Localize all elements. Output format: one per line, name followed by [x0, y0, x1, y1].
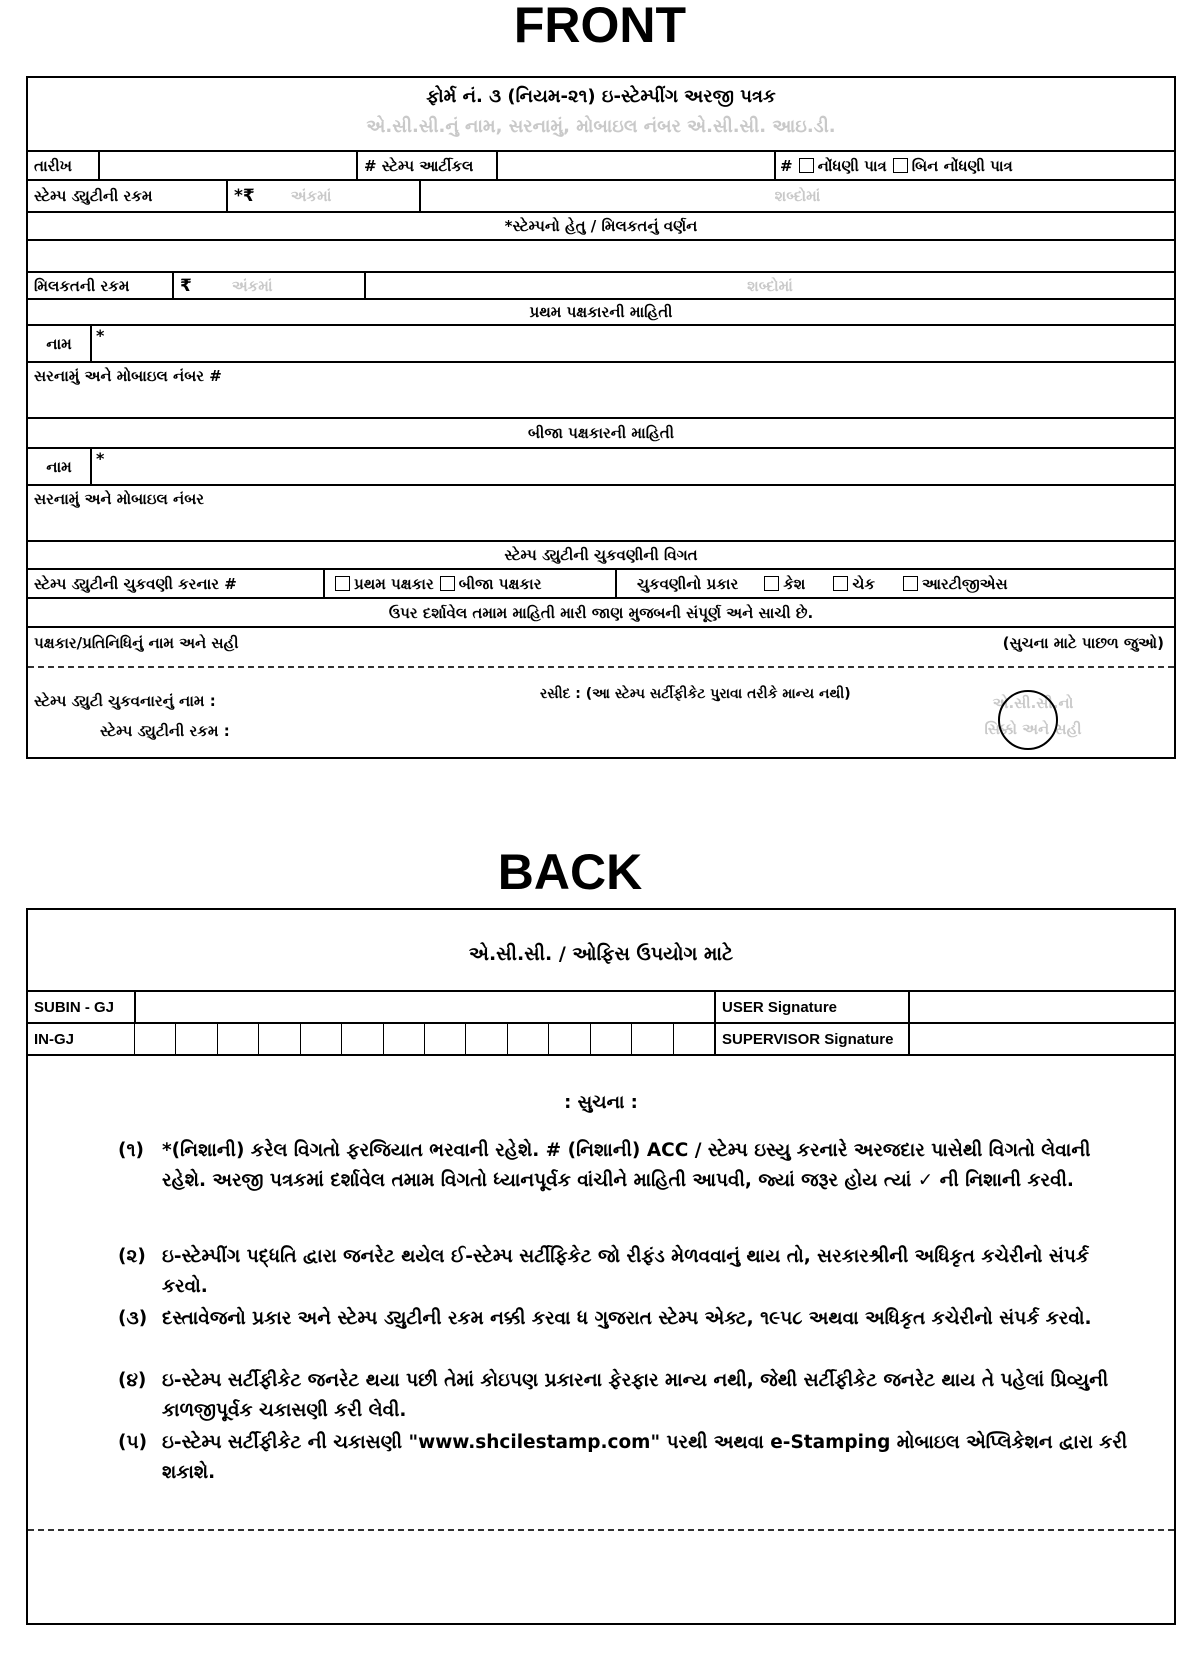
first-party-option: પ્રથમ પક્ષકાર: [354, 574, 434, 593]
in-gj-char-box[interactable]: [590, 1024, 631, 1054]
cheque-checkbox[interactable]: [833, 576, 848, 591]
date-label: તારીખ: [34, 156, 72, 175]
second-party-name-field[interactable]: [90, 449, 1174, 484]
instruction-number: (૨): [118, 1246, 146, 1267]
payment-type: [615, 570, 1174, 597]
instruction-number: (૩): [118, 1308, 148, 1329]
payment-row: [28, 568, 1174, 597]
second-party-name-label: નામ: [46, 457, 72, 476]
property-words-field[interactable]: [364, 273, 1174, 298]
instruction-item: [118, 1428, 1138, 1488]
second-party-name-row: [28, 447, 1174, 484]
in-gj-char-box[interactable]: [465, 1024, 506, 1054]
instructions-heading: : સુચના :: [564, 1092, 638, 1113]
instruction-number: (૧): [118, 1140, 144, 1161]
instruction-item: [118, 1242, 1138, 1302]
duty-amount-label: સ્ટેમ્પ ડ્યુટીની રકમ :: [100, 722, 230, 740]
form-title-row: [28, 78, 1174, 150]
in-gj-char-box[interactable]: [424, 1024, 465, 1054]
unregistered-checkbox[interactable]: [893, 158, 908, 173]
in-gj-char-box[interactable]: [300, 1024, 341, 1054]
stamp-article-label: # સ્ટેમ્પ આર્ટીકલ: [356, 152, 496, 179]
payment-heading-row: [28, 540, 1174, 568]
payment-type-label: ચુકવણીનો પ્રકાર: [637, 574, 739, 593]
instruction-text: ઇ-સ્ટેમ્પ સર્ટીફીકેટ જનરેટ થયા પછી તેમાં કોઇપણ પ્રકારના ફેરફાર માન્ય નથી, જેથી સર્ટીફીકેટ જનરેટ થાય તે પહેલાં પ્રિવ્યુની કાળજીપૂર્વક ચકાસણી કરી લેવી.: [162, 1370, 1109, 1421]
signature-label: પક્ષકાર/પ્રતિનિધિનું નામ અને સહી: [34, 634, 239, 652]
instruction-text: ઇ-સ્ટેમ્પ સર્ટીફીકેટ ની ચકાસણી "www.shcilestamp.com" પરથી અથવા e-Stamping મોબાઇલ એપ્લિકેશન દ્વારા કરી શકાશે.: [162, 1432, 1128, 1483]
first-party-name-row: [28, 324, 1174, 361]
second-party-heading: બીજા પક્ષકારની માહિતી: [528, 424, 674, 442]
instruction-text: દસ્તાવેજનો પ્રકાર અને સ્ટેમ્પ ડ્યુટીની રકમ નક્કી કરવા ધ ગુજરાત સ્ટેમ્પ એક્ટ, ૧૯૫૮ અથવા અધિકૃત કચેરીનો સંપર્ક કરવો.: [162, 1308, 1092, 1329]
in-gj-char-box[interactable]: [134, 1024, 175, 1054]
purpose-label: *સ્ટેમ્પનો હેતુ / મિલકતનું વર્ણન: [504, 217, 698, 235]
in-figures-placeholder: અંકમાં: [290, 187, 332, 205]
stamp-duty-amount-label: સ્ટેમ્પ ડ્યુટીની રકમ: [34, 187, 153, 205]
receipt-note: રસીદ : (આ સ્ટેમ્પ સર્ટીફીકેટ પુરાવા તરીકે માન્ય નથી): [540, 686, 851, 702]
first-party-name-field[interactable]: [90, 326, 1174, 361]
unregistered-label: બિન નોંધણી પાત્ર: [911, 156, 1013, 175]
form-title: ફોર્મ નં. ૩ (નિયમ-૨૧) ઇ-સ્ટેમ્પીંગ અરજી પત્રક: [426, 86, 776, 107]
declaration-row: [28, 597, 1174, 626]
signature-row: [28, 626, 1174, 666]
registration-type: [774, 152, 1174, 179]
stamp-duty-words-field[interactable]: [419, 181, 1174, 211]
instruction-item: [118, 1304, 1138, 1334]
registered-checkbox[interactable]: [799, 158, 814, 173]
office-use-heading-row: [28, 910, 1174, 990]
instruction-number: (૪): [118, 1370, 147, 1391]
subin-row: [28, 990, 1174, 1022]
payment-heading: સ્ટેમ્પ ડ્યુટીની ચુકવણીની વિગત: [504, 546, 698, 564]
required-mark-2: *: [96, 449, 105, 468]
stamp-duty-row: [28, 179, 1174, 211]
receipt-section: [28, 666, 1174, 761]
first-party-address-field[interactable]: [28, 361, 1174, 417]
acc-stamp-line2: સિક્કો અને સહી: [984, 720, 1082, 738]
property-amount-row: [28, 271, 1174, 298]
instruction-number: (૫): [118, 1432, 148, 1453]
office-use-heading: એ.સી.સી. / ઓફિસ ઉપયોગ માટે: [468, 943, 734, 965]
declaration: ઉપર દર્શાવેલ તમામ માહિતી મારી જાણ મુજબની સંપૂર્ણ અને સાચી છે.: [388, 603, 814, 622]
in-gj-char-box[interactable]: [507, 1024, 548, 1054]
payer-label: સ્ટેમ્પ ડ્યુટીની ચુકવણી કરનાર #: [34, 574, 237, 593]
application-form: [26, 76, 1176, 759]
first-party-heading-row: [28, 298, 1174, 324]
rupee-sign: ₹: [180, 275, 192, 296]
first-party-name-label: નામ: [46, 334, 72, 353]
office-remarks-field[interactable]: [28, 1529, 1174, 1625]
first-party-checkbox[interactable]: [335, 576, 350, 591]
in-words-placeholder: શબ્દોમાં: [774, 187, 821, 205]
instruction-item: [118, 1366, 1138, 1426]
acc-stamp-circle: [998, 690, 1058, 750]
in-gj-char-box[interactable]: [258, 1024, 299, 1054]
cash-option: કેશ: [783, 574, 806, 593]
cash-checkbox[interactable]: [764, 576, 779, 591]
acc-stamp-line1: એ.સી.સી.નો: [992, 694, 1074, 712]
acc-info: એ.સી.સી.નું નામ, સરનામું, મોબાઇલ નંબર એ.સી.સી. આઇ.ડી.: [366, 116, 836, 137]
property-amount-label: મિલકતની રકમ: [34, 276, 130, 295]
user-signature-field[interactable]: [908, 992, 1174, 1022]
first-party-heading: પ્રથમ પક્ષકારની માહિતી: [529, 303, 673, 321]
in-gj-char-box[interactable]: [673, 1024, 714, 1054]
back-heading: BACK: [497, 844, 643, 900]
purpose-field[interactable]: [28, 239, 1174, 271]
registration-prefix: #: [780, 156, 793, 175]
in-gj-label: IN-GJ: [34, 1030, 75, 1048]
rtgs-checkbox[interactable]: [903, 576, 918, 591]
purpose-heading-row: [28, 211, 1174, 239]
in-gj-char-box[interactable]: [217, 1024, 258, 1054]
registered-label: નોંધણી પાત્ર: [817, 156, 887, 175]
second-party-checkbox[interactable]: [440, 576, 455, 591]
stamp-duty-figures-field[interactable]: [226, 181, 419, 211]
cheque-option: ચેક: [852, 574, 875, 593]
in-gj-boxes: [134, 1024, 714, 1054]
payer-name-label: સ્ટેમ્પ ડ્યુટી ચુકવનારનું નામ :: [34, 692, 216, 710]
supervisor-signature-label: SUPERVISOR Signature: [714, 1024, 908, 1054]
in-words-placeholder-2: શબ્દોમાં: [747, 276, 793, 295]
in-gj-row: [28, 1022, 1174, 1054]
rupee-required: *₹: [234, 186, 255, 206]
see-instructions: (સુચના માટે પાછળ જુઓ): [1002, 634, 1164, 652]
in-gj-char-box[interactable]: [631, 1024, 672, 1054]
property-figures-field[interactable]: [172, 273, 364, 298]
second-party-heading-row: [28, 417, 1174, 447]
in-gj-char-box[interactable]: [175, 1024, 216, 1054]
required-mark: *: [96, 326, 105, 345]
in-figures-placeholder-2: અંકમાં: [231, 276, 273, 295]
office-use-form: [26, 908, 1176, 1625]
user-signature-label: USER Signature: [714, 992, 908, 1022]
second-party-address-field[interactable]: [28, 484, 1174, 540]
in-gj-char-box[interactable]: [341, 1024, 382, 1054]
in-gj-char-box[interactable]: [548, 1024, 589, 1054]
rtgs-option: આરટીજીએસ: [921, 574, 1008, 593]
instructions-section: [28, 1054, 1174, 1529]
instruction-text: *(નિશાની) કરેલ વિગતો ફરજિયાત ભરવાની રહેશે. # (નિશાની) ACC / સ્ટેમ્પ ઇસ્યુ કરનારે અરજદાર પાસેથી વિગતો લેવાની રહેશે. અરજી પત્રકમાં દર્શાવેલ તમામ વિગતો ધ્યાનપૂર્વક વાંચીને માહિતી આપવી, જ્યાં જરૂર હોય ત્યાં ✓ ની નિશાની કરવી.: [162, 1140, 1091, 1191]
stamp-article-field[interactable]: [496, 152, 774, 179]
first-party-address-label: સરનામું અને મોબાઇલ નંબર #: [34, 367, 222, 385]
instruction-text: ઇ-સ્ટેમ્પીંગ પદ્ધતિ દ્વારા જનરેટ થયેલ ઈ-સ્ટેમ્પ સર્ટીફિકેટ જો રીફંડ મેળવવાનું થાય તો, સરકારશ્રીની અધિકૃત કચેરીનો સંપર્ક કરવો.: [162, 1246, 1089, 1297]
second-party-option: બીજા પક્ષકાર: [458, 574, 542, 593]
subin-label: SUBIN - GJ: [34, 998, 115, 1016]
payer-options: [323, 570, 615, 597]
subin-field[interactable]: [134, 992, 714, 1022]
front-heading: FRONT: [513, 0, 687, 53]
date-row: [28, 150, 1174, 179]
second-party-address-label: સરનામું અને મોબાઇલ નંબર: [34, 490, 205, 508]
in-gj-char-box[interactable]: [383, 1024, 424, 1054]
supervisor-signature-field[interactable]: [908, 1024, 1174, 1054]
date-field[interactable]: [98, 152, 356, 179]
instruction-item: [118, 1136, 1138, 1196]
